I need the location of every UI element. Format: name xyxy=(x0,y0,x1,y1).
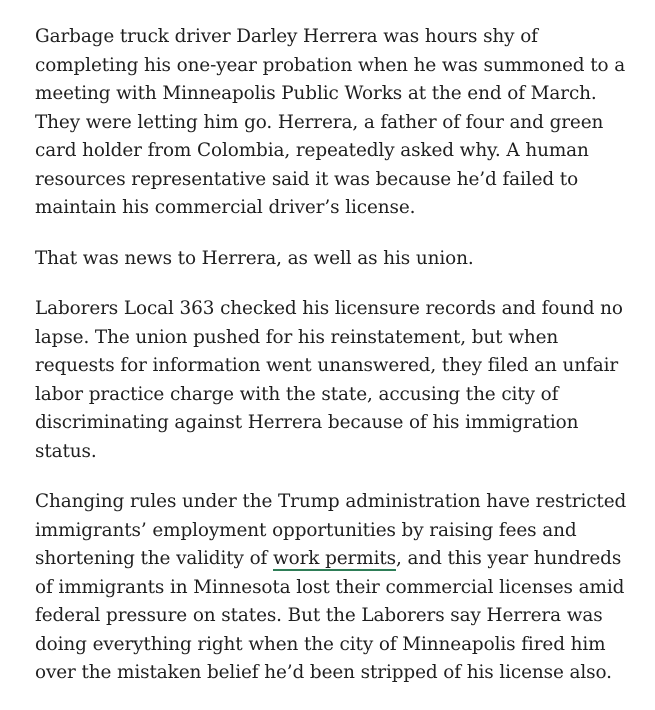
text-line: Changing rules under the Trump administration have restricted xyxy=(35,491,627,512)
text-line: That was news to Herrera, as well as his union. xyxy=(35,247,474,269)
text-fragment: , and this year hundreds xyxy=(396,548,622,569)
text-line: over the mistaken belief he’d been stripped of his license also. xyxy=(35,662,612,683)
text-line: meeting with Minneapolis Public Works at the end of March. xyxy=(35,83,597,104)
text-line: lapse. The union pushed for his reinstatement, but when xyxy=(35,326,559,348)
text-line: maintain his commercial driver’s license. xyxy=(35,197,416,218)
text-line: federal pressure on states. But the Laborers say Herrera was xyxy=(35,605,603,626)
text-fragment: shortening the validity of xyxy=(35,548,273,569)
text-line: card holder from Colombia, repeatedly asked why. A human xyxy=(35,140,589,161)
text-line: doing everything right when the city of Minneapolis fired him xyxy=(35,633,606,655)
text-line: Laborers Local 363 checked his licensure records and found no xyxy=(35,298,623,319)
text-line: status. xyxy=(35,440,97,462)
work-permits-link[interactable]: work permits xyxy=(273,548,396,569)
text-line: They were letting him go. Herrera, a father of four and green xyxy=(35,111,604,133)
paragraph-1 xyxy=(35,23,635,223)
text-line: Garbage truck driver Darley Herrera was hours shy of xyxy=(35,26,538,47)
paragraph-2 xyxy=(35,245,635,274)
paragraph-3 xyxy=(35,295,635,466)
text-line: of immigrants in Minnesota lost their commercial licenses amid xyxy=(35,576,625,598)
text-line: requests for information went unanswered, they filed an unfair xyxy=(35,355,619,376)
text-line: labor practice charge with the state, accusing the city of xyxy=(35,383,559,405)
text-line: immigrants’ employment opportunities by raising fees and xyxy=(35,519,577,541)
article-body xyxy=(35,23,635,710)
text-line: discriminating against Herrera because of his immigration xyxy=(35,412,579,433)
paragraph-4 xyxy=(35,488,635,688)
text-line-with-link xyxy=(35,545,635,574)
text-line: resources representative said it was because he’d failed to xyxy=(35,168,579,190)
text-line: completing his one-year probation when he was summoned to a xyxy=(35,54,626,76)
